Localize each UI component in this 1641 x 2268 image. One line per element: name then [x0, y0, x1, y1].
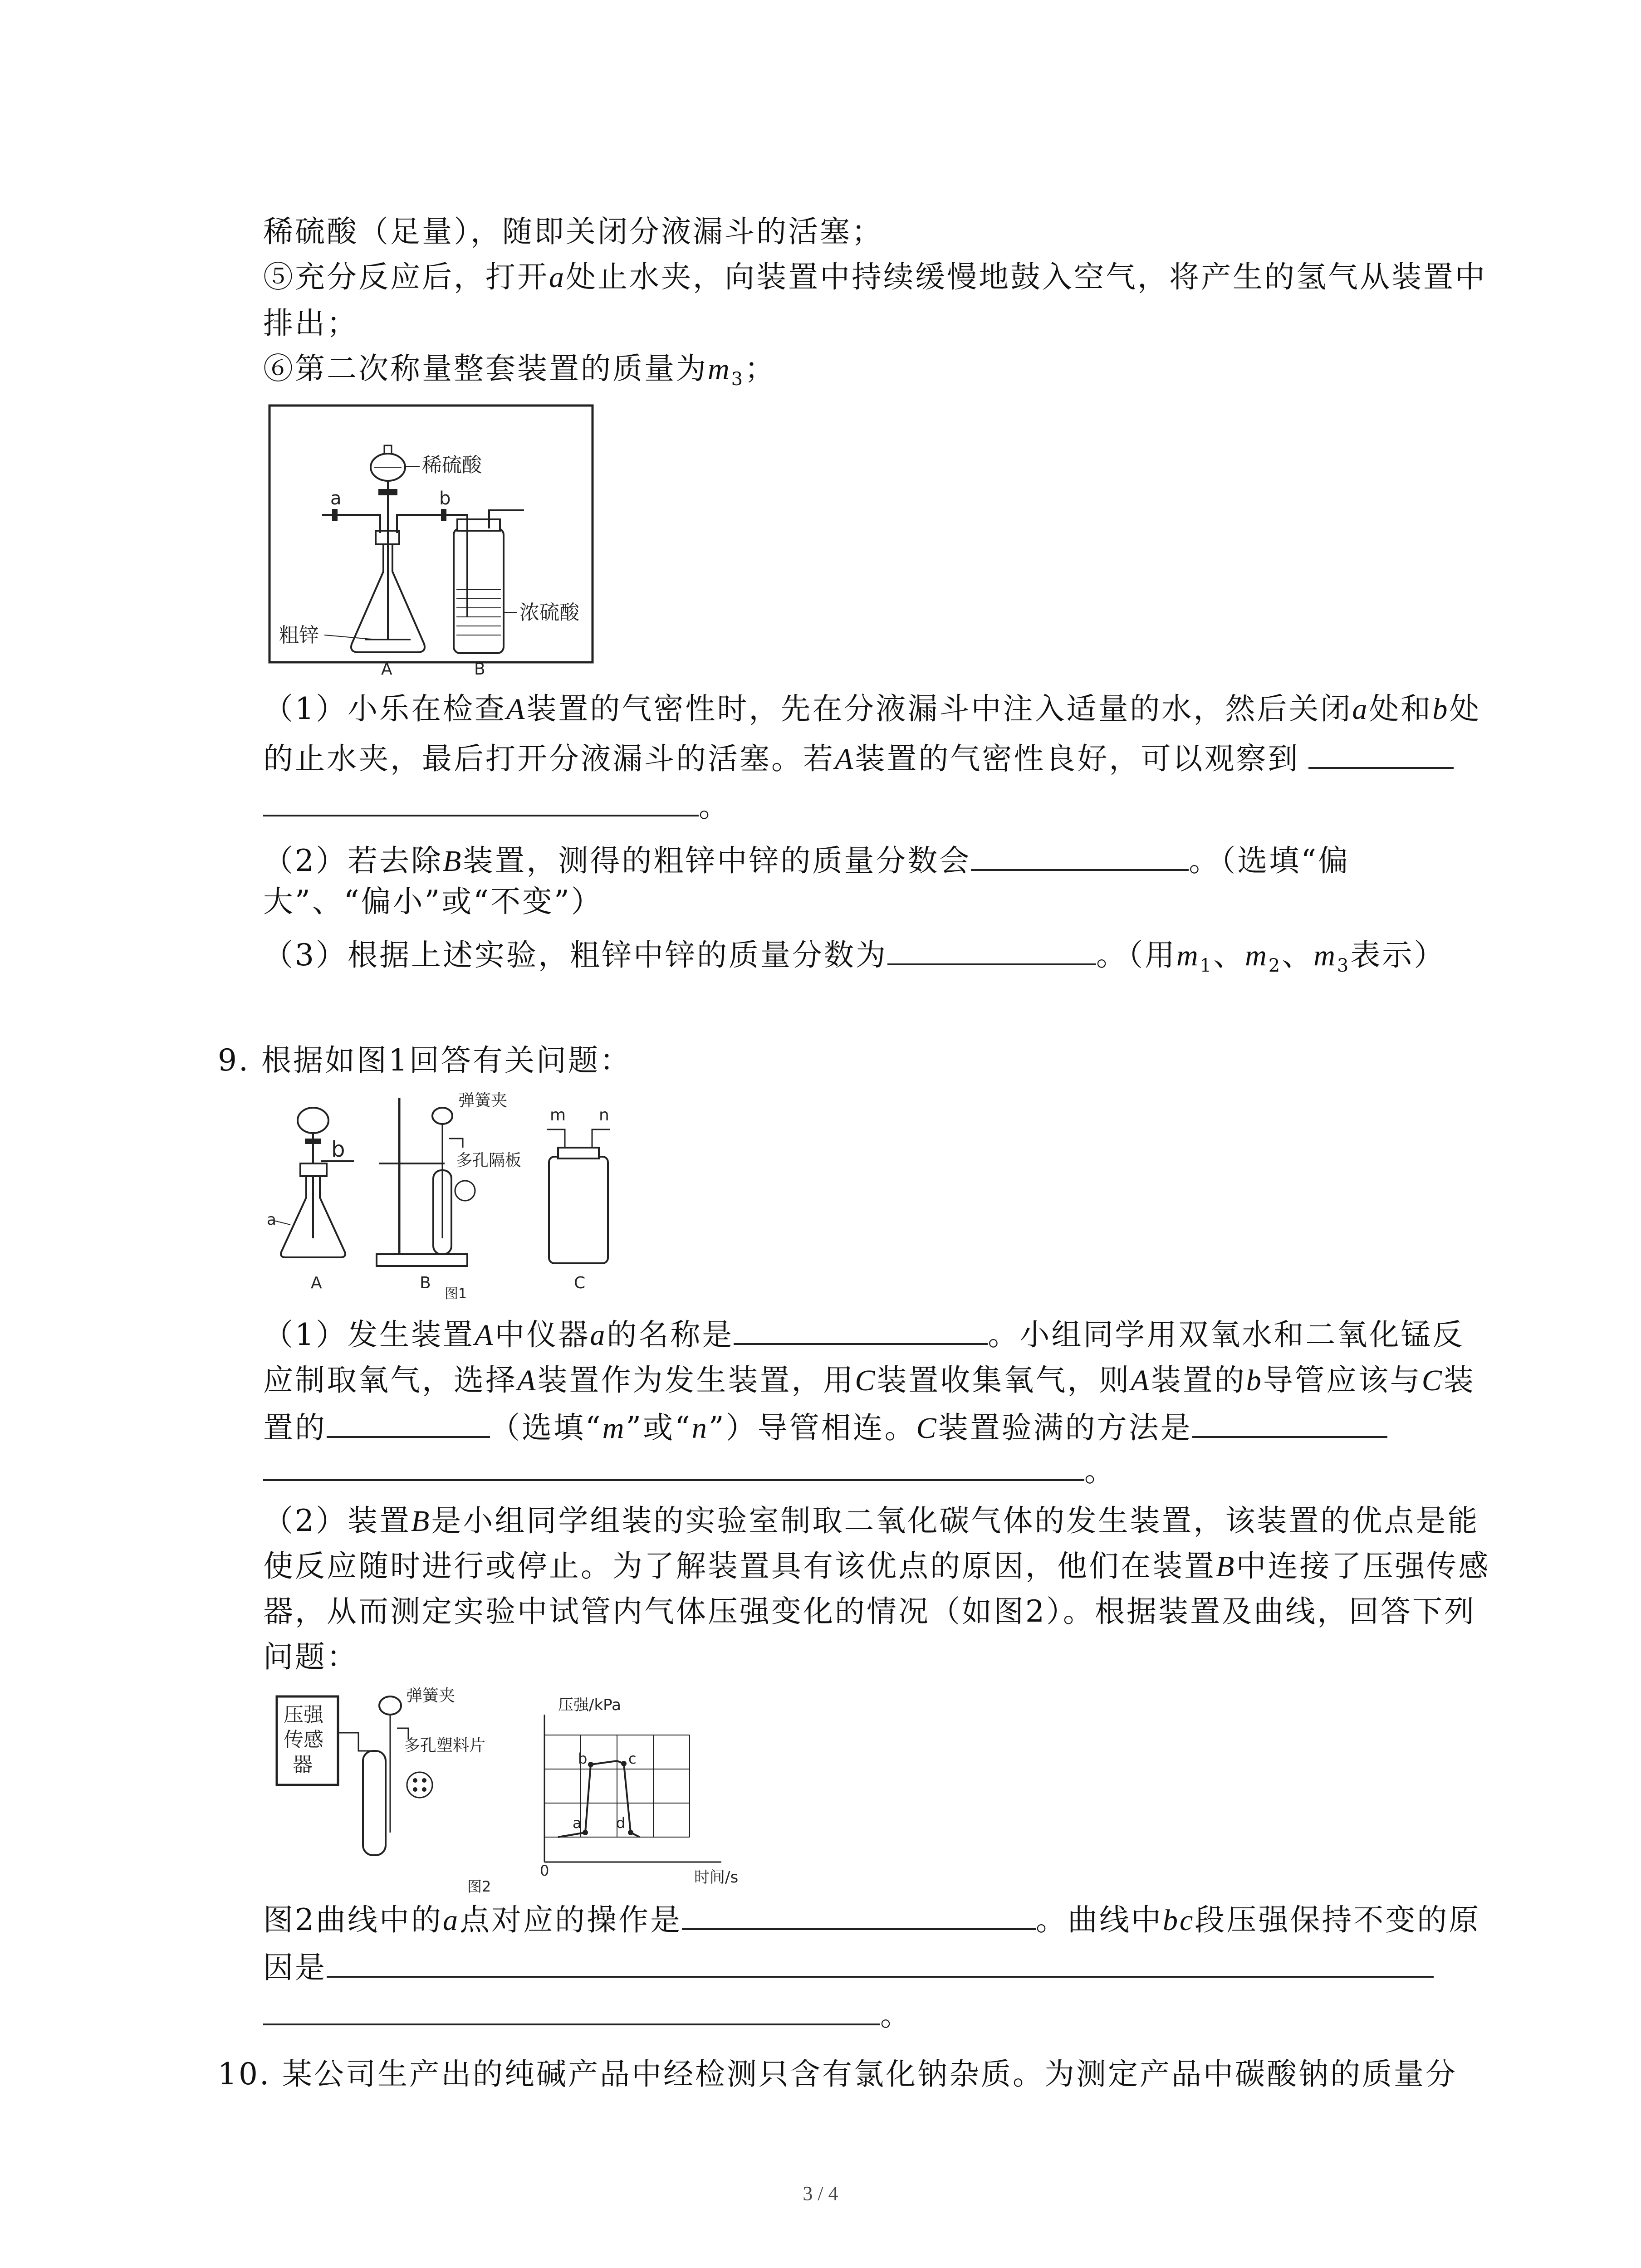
point-b: b: [578, 1750, 588, 1767]
page-number: 3 / 4: [803, 2182, 838, 2204]
label-crude-zinc: 粗锌: [279, 624, 319, 647]
q10-text: 10. 某公司生产出的纯碱产品中经检测只含有氯化钠杂质。为测定产品中碳酸钠的质量分: [218, 2057, 1457, 2092]
point-c: c: [628, 1750, 637, 1767]
text-line: ⑤充分反应后，打开a处止水夹，向装置中持续缓慢地鼓入空气，将产生的氢气从装置中: [263, 259, 1487, 294]
answer-blank[interactable]: [263, 1454, 1084, 1481]
q8-part1-line1: （1）小乐在检查A装置的气密性时，先在分液漏斗中注入适量的水，然后关闭a处和b处: [263, 691, 1481, 726]
answer-blank[interactable]: [734, 1318, 988, 1345]
origin-label: 0: [540, 1862, 549, 1879]
answer-blank[interactable]: [887, 938, 1096, 965]
q9-title: 9. 根据如图1回答有关问题：: [218, 1043, 632, 1078]
text-line: 稀硫酸（足量），随即关闭分液漏斗的活塞；: [263, 214, 883, 249]
label-a: a: [267, 1211, 276, 1229]
label-A: A: [311, 1274, 322, 1292]
apparatus-figure-1: [263, 1089, 649, 1302]
answer-blank[interactable]: [327, 1411, 490, 1438]
q9-part3-line3: 。: [263, 1998, 912, 2030]
q9-part2-line2: 使反应随时进行或停止。为了解装置具有该优点的原因，他们在装置B中连接了压强传感: [263, 1549, 1490, 1584]
label-m: m: [550, 1106, 566, 1124]
text-line: 排出；: [263, 306, 358, 341]
text-line: ⑥第二次称量整套装置的质量为$m_3$；: [263, 351, 777, 390]
label-spring-clip: 弹簧夹: [458, 1091, 508, 1110]
label-C: C: [574, 1274, 586, 1292]
figure-caption: 图2: [467, 1878, 491, 1895]
sensor-label: 器: [293, 1753, 313, 1776]
q8-part2-line1: （2）若去除B装置，测得的粗锌中锌的质量分数会 。（选填“偏: [263, 843, 1350, 878]
label-A: A: [381, 660, 392, 676]
answer-blank[interactable]: [263, 1998, 880, 2025]
sensor-label: 传感: [284, 1728, 323, 1751]
point-a: a: [573, 1814, 582, 1832]
answer-blank[interactable]: [1192, 1411, 1387, 1438]
answer-blank[interactable]: [682, 1903, 1036, 1930]
y-axis-label: 压强/kPa: [558, 1696, 621, 1714]
label-b: b: [331, 1137, 345, 1162]
x-axis-label: 时间/s: [694, 1868, 739, 1887]
q8-part3: （3）根据上述实验，粗锌中锌的质量分数为 。（用$m_1$、$m_2$、$m_3$表示）: [263, 938, 1446, 977]
figure-2: [268, 1683, 789, 1896]
label-porous-plate: 多孔隔板: [456, 1151, 522, 1170]
q9-part2-line4: 问题：: [263, 1639, 358, 1674]
label-plastic-plate: 多孔塑料片: [404, 1736, 486, 1755]
label-a: a: [330, 488, 342, 509]
q8-part1-line3: 。: [263, 789, 730, 821]
label-spring-clip: 弹簧夹: [406, 1686, 456, 1705]
answer-blank[interactable]: [971, 844, 1189, 871]
label-n: n: [599, 1106, 609, 1124]
q9-part3-line1: 图2曲线中的a点对应的操作是 。曲线中bc段压强保持不变的原: [263, 1902, 1481, 1937]
q9-part1-line4: 。: [263, 1454, 1116, 1486]
answer-blank[interactable]: [327, 1950, 1434, 1978]
q9-part3-line2: 因是: [263, 1950, 1434, 1983]
q8-part2-line2: 大”、“偏小”或“不变”）: [263, 884, 603, 919]
q9-part1-line2: 应制取氧气，选择A装置作为发生装置，用C装置收集氧气，则A装置的b导管应该与C装: [263, 1363, 1475, 1398]
q8-part1-line2: 的止水夹，最后打开分液漏斗的活塞。若A装置的气密性良好，可以观察到: [263, 742, 1454, 774]
answer-blank[interactable]: [263, 789, 699, 816]
label-B: B: [474, 660, 485, 676]
figure-caption: 图1: [445, 1286, 467, 1302]
answer-blank[interactable]: [1308, 742, 1454, 769]
label-conc-acid: 浓硫酸: [519, 601, 579, 624]
q9-part1-line3: 置的 （选填“m”或“n”）导管相连。C装置验满的方法是: [263, 1411, 1387, 1443]
apparatus-figure-q8: [268, 404, 594, 676]
point-d: d: [616, 1814, 626, 1832]
q9-part2-line1: （2）装置B是小组同学组装的实验室制取二氧化碳气体的发生装置，该装置的优点是能: [263, 1503, 1479, 1538]
label-dilute-acid: 稀硫酸: [422, 454, 482, 477]
q9-part1-line1: （1）发生装置A中仪器a的名称是 。小组同学用双氧水和二氧化锰反: [263, 1317, 1465, 1352]
sensor-label: 压强: [284, 1703, 323, 1726]
label-B: B: [420, 1274, 431, 1292]
label-b: b: [439, 488, 451, 509]
q9-part2-line3: 器，从而测定实验中试管内气体压强变化的情况（如图2）。根据装置及曲线，回答下列: [263, 1594, 1476, 1629]
